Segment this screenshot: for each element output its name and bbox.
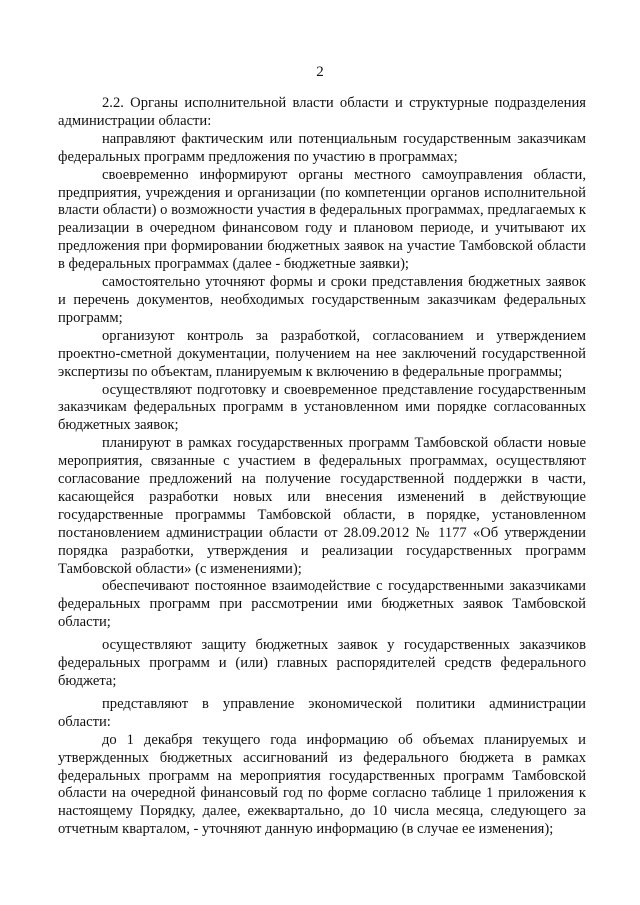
page-number: 2 <box>316 64 324 80</box>
paragraph-submit-to-economic-department: представляют в управление экономической политики администрации области: <box>58 695 586 730</box>
paragraph-plan-new-measures: планируют в рамках государственных программ Тамбовской области новые мероприятия, связанные с участием в федеральных программах, осуществляют согласование предложений на получение государственной поддержки в части, касающейся разработки новых или внесения изменений в действующие государственные программы Тамбовской области, в порядке, установленном постановлением администрации области от 28.09.2012 № 1177 «Об утверждении порядка разработки, утверждения и реализации государственных программ Тамбовской области» (с изменениями); <box>58 435 586 577</box>
document-body <box>58 95 586 839</box>
paragraph-clarify-forms: самостоятельно уточняют формы и сроки представления бюджетных заявок и перечень документов, необходимых государственным заказчикам федеральных программ; <box>58 274 586 326</box>
paragraph-prepare-submissions: осуществляют подготовку и своевременное представление государственным заказчикам федеральных программ в установленном ими порядке согласованных бюджетных заявок; <box>58 381 586 434</box>
paragraph-2-2-heading: 2.2. Органы исполнительной власти области и структурные подразделения администрации области: <box>58 95 586 129</box>
paragraph-organize-control: организуют контроль за разработкой, согласованием и утверждением проектно-сметной документации, получением на нее заключений государственной экспертизы по объектам, планируемым к включению в федеральные программы; <box>58 327 586 380</box>
paragraph-inform-local-government: своевременно информируют органы местного самоуправления области, предприятия, учреждения и организации (по компетенции органов исполнительной власти области) о возможности участия в федеральных программах, предлагаемых к реализации в очередном финансовом году и плановом периоде, и учитывают их предложения при формировании бюджетных заявок на участие Тамбовской области в федеральных программах (далее - бюджетные заявки); <box>58 166 586 273</box>
paragraph-defend-applications: осуществляют защиту бюджетных заявок у государственных заказчиков федеральных программ и (или) главных распорядителей средств федерального бюджета; <box>58 637 586 689</box>
paragraph-ensure-interaction: обеспечивают постоянное взаимодействие с государственными заказчиками федеральных программ при рассмотрении ими бюджетных заявок Тамбовской области; <box>58 578 586 631</box>
paragraph-send-proposals: направляют фактическим или потенциальным государственным заказчикам федеральных программ предложения по участию в программах; <box>58 130 586 165</box>
paragraph-december-information: до 1 декабря текущего года информацию об объемах планируемых и утвержденных бюджетных ассигнований из федерального бюджета в рамках федеральных программ на мероприятия государственных программ Тамбовской области на очередной финансовый год по форме согласно таблице 1 приложения к настоящему Порядку, далее, ежеквартально, до 10 числа месяца, следующего за отчетным кварталом, - уточняют данную информацию (в случае ее изменения); <box>58 731 586 838</box>
